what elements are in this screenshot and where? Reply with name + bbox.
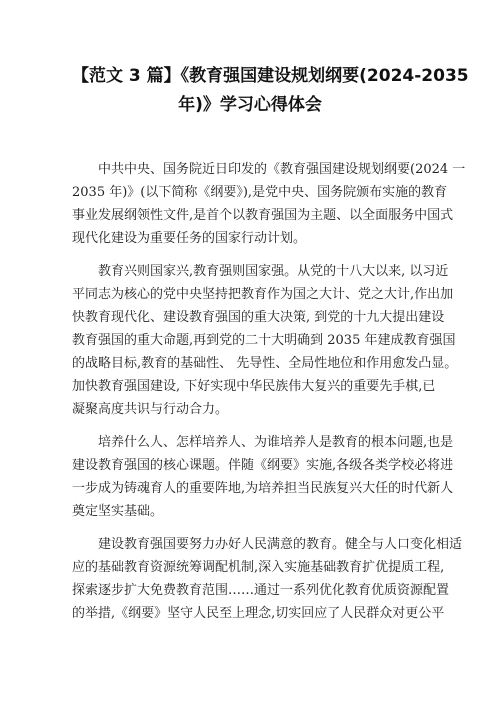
paragraph-line: 建设教育强国要努力办好人民满意的教育。健全与人口变化相适 [98,537,463,552]
paragraph-3 [72,431,454,523]
paragraph-2 [72,260,458,421]
paragraph-line: 的战略目标,教育的基础性、 先导性、全局性地位和作用愈发凸显。 [72,356,458,371]
paragraph-line: 教育兴则国家兴,教育强则国家强。从党的十八大以来, 以习近 [98,264,449,279]
paragraph-1 [72,158,466,250]
paragraph-line: 凝聚高度共识与行动合力。 [72,402,229,417]
paragraph-line: 一步成为铸魂育人的重要阵地,为培养担当民族复兴大任的时代新人 [72,481,454,496]
paragraph-line: 应的基础教育资源统筹调配机制,深入实施基础教育扩优提质工程, [72,560,445,575]
paragraph-line: 加快教育强国建设, 下好实现中华民族伟大复兴的重要先手棋,已 [72,379,436,394]
document-title [72,62,469,120]
paragraph-line: 教育强国的重大命题,再到党的二十大明确到 2035 年建成教育强国 [72,333,456,348]
paragraph-line: 2035 年)》(以下简称《纲要》),是党中央、国务院颁布实施的教育 [72,185,448,200]
paragraph-line: 培养什么人、怎样培养人、为谁培养人是教育的根本问题,也是 [98,435,454,450]
title-line-1: 【范文 3 篇】《教育强国建设规划纲要(2024-2035 [72,66,469,86]
paragraph-line: 的举措,《纲要》坚守人民至上理念,切实回应了人民群众对更公平 [72,606,445,621]
paragraph-line: 现代化建设为重要任务的国家行动计划。 [72,231,307,246]
paragraph-line: 事业发展纲领性文件,是首个以教育强国为主题、以全面服务中国式 [72,208,454,223]
document-body [72,158,466,625]
paragraph-line: 中共中央、国务院近日印发的《教育强国建设规划纲要(2024 一 [98,162,466,177]
paragraph-line: 快教育现代化、建设教育强国的重大决策, 到党的十九大提出建设 [72,310,445,325]
paragraph-line: 平同志为核心的党中央坚持把教育作为国之大计、党之大计,作出加 [72,287,454,302]
paragraph-line: 建设教育强国的核心课题。伴随《纲要》实施,各级各类学校必将进 [72,458,454,473]
paragraph-line: 奠定坚实基础。 [72,504,164,519]
paragraph-4 [72,533,463,625]
paragraph-line: 探索逐步扩大免费教育范围……通过一系列优化教育优质资源配置 [72,583,450,598]
title-line-2: 年)》学习心得体会 [178,95,322,115]
